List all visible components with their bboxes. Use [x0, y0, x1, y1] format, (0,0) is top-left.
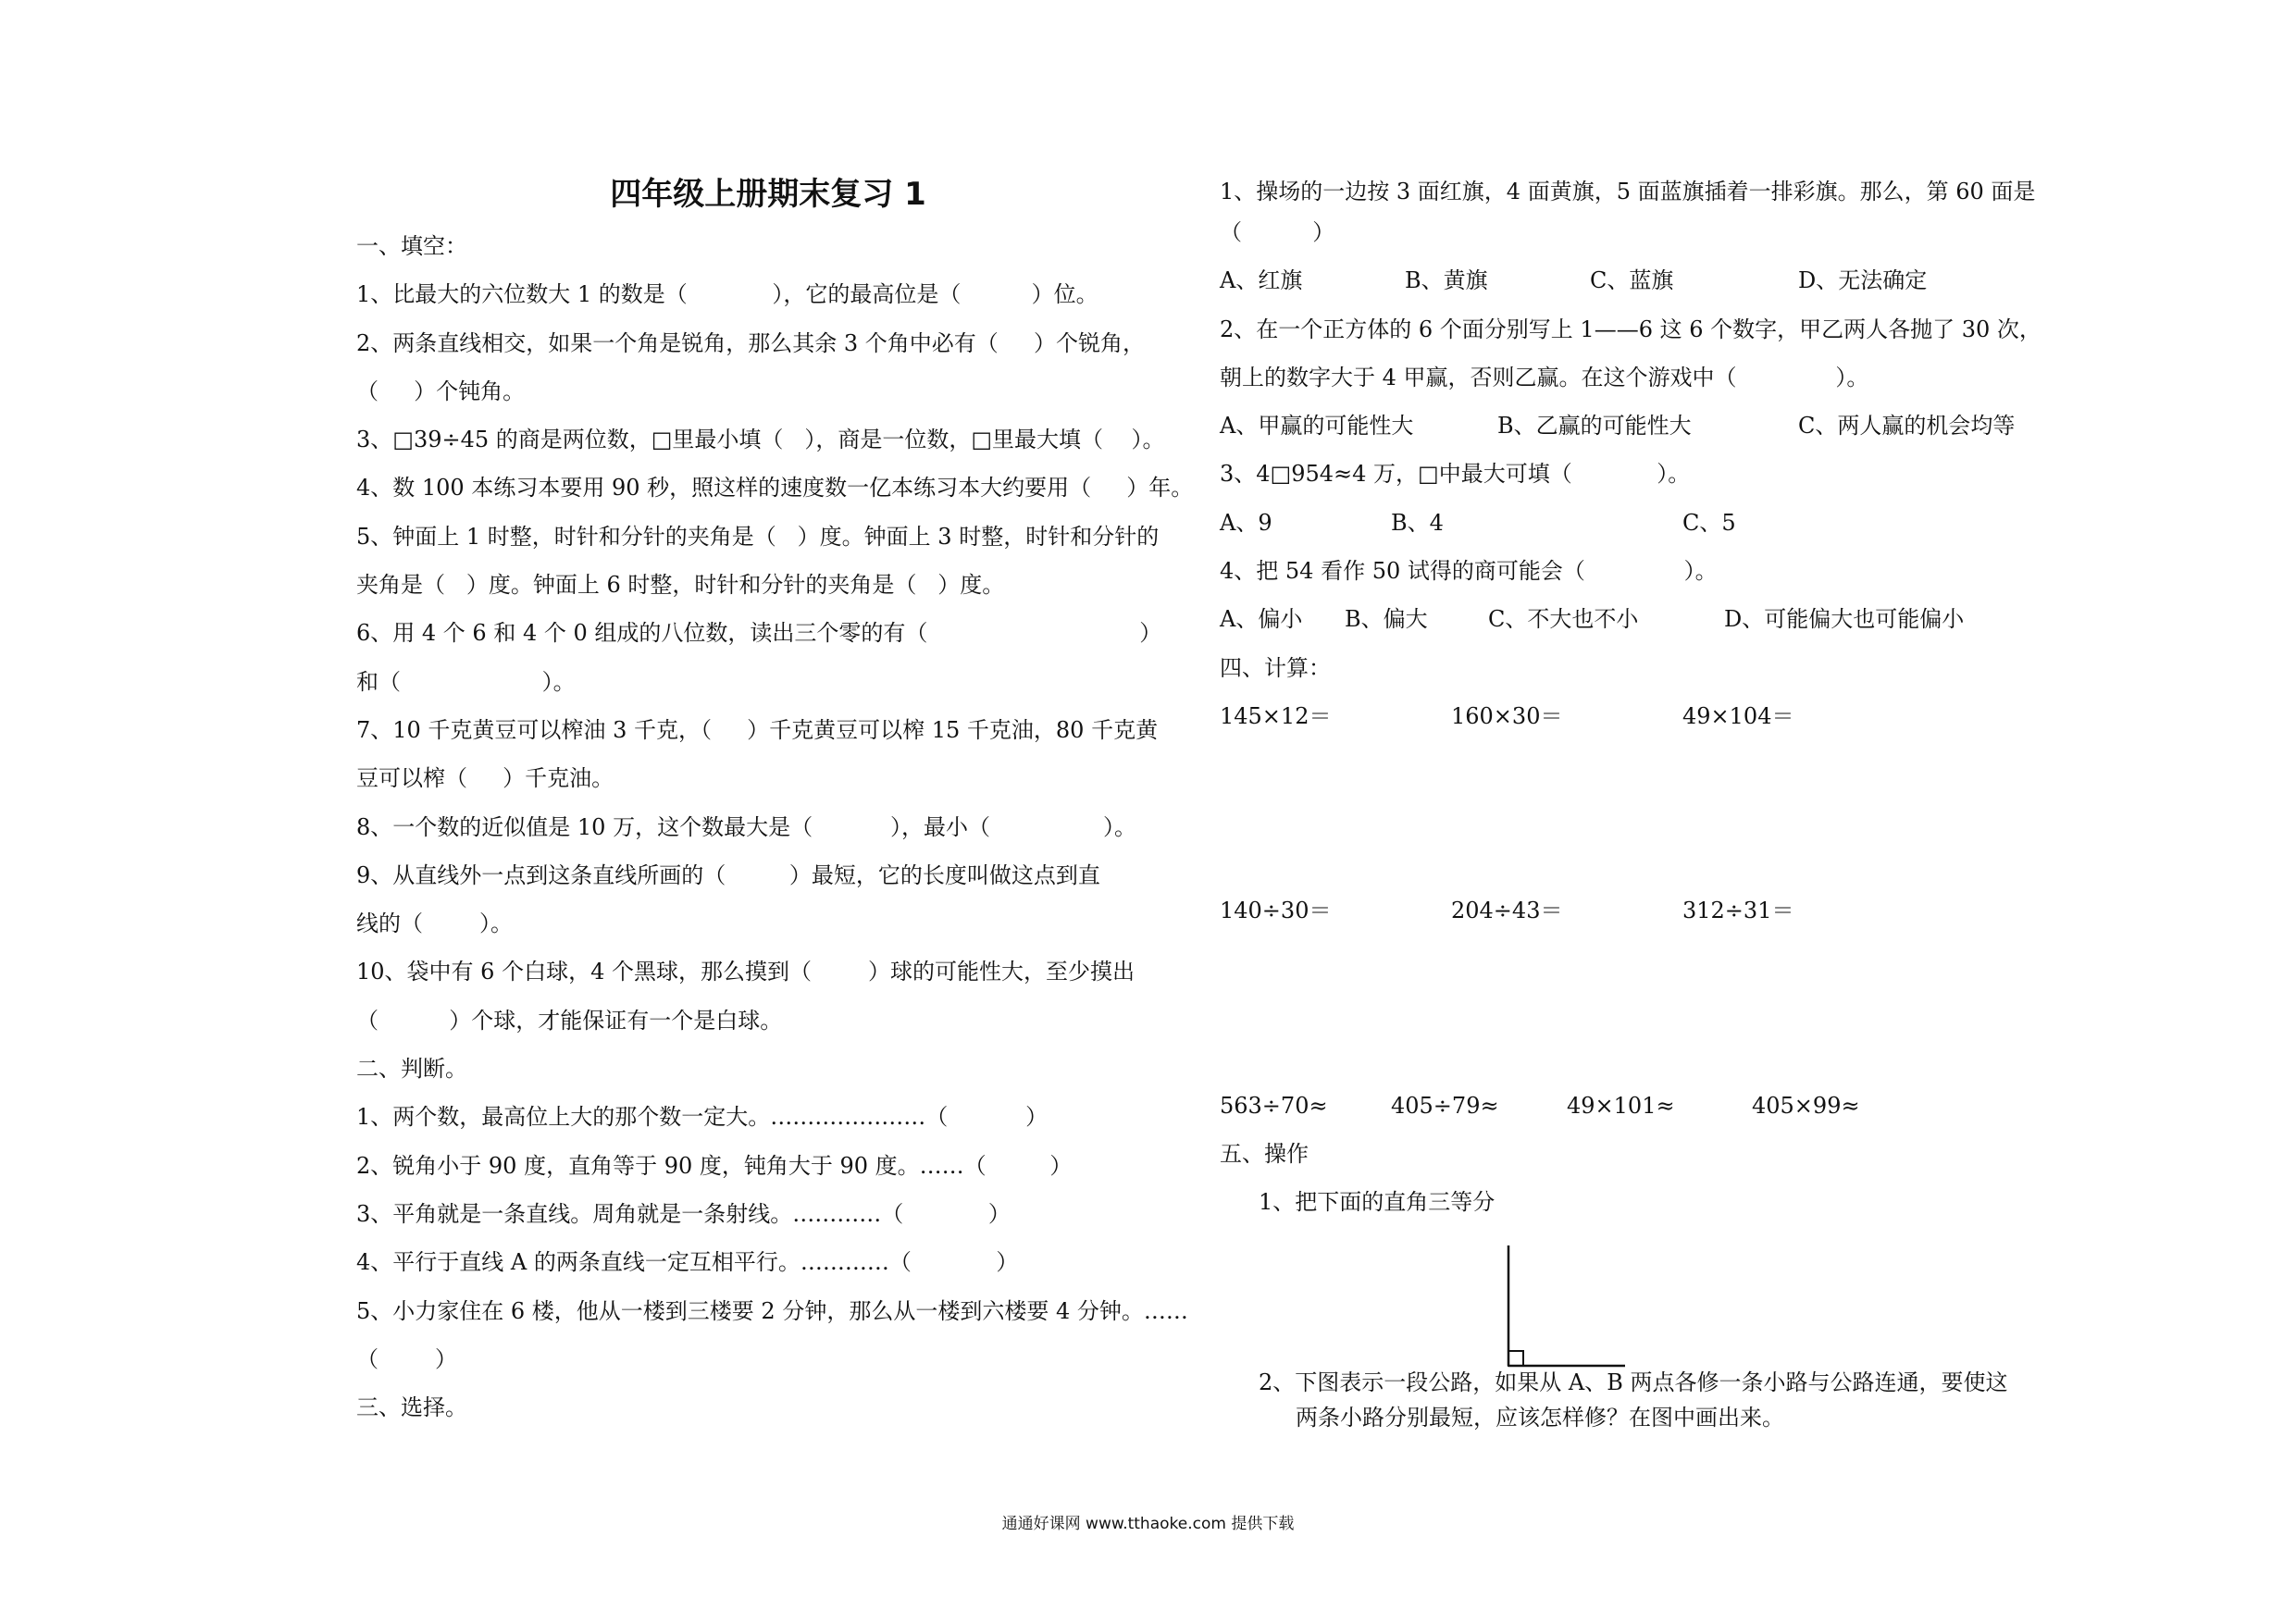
question-5-line-2: 夹角是（ ）度。钟面上 6 时整，时针和分针的夹角是（ ）度。 [356, 572, 1005, 599]
page-title: 四年级上册期末复习 1 [610, 176, 926, 213]
question-4: 4、数 100 本练习本要用 90 秒，照这样的速度数一亿本练习本大约要用（ ）年。 [356, 475, 1194, 502]
question-9-line-1: 9、从直线外一点到这条直线所画的（ ）最短，它的长度叫做这点到直 [356, 861, 1100, 888]
option: B、乙赢的可能性大 [1497, 413, 1692, 440]
choice-2-options [1220, 402, 2043, 450]
choice-4-options [1220, 595, 2043, 643]
section-calculation: 四、计算： [1220, 654, 1331, 681]
judgement-2: 2、锐角小于 90 度，直角等于 90 度，钝角大于 90 度。……（ ） [356, 1152, 1073, 1179]
work-space [1220, 740, 2043, 886]
work-space [1220, 935, 2043, 1082]
choice-1-line-1: 1、操场的一边按 3 面红旗，4 面黄旗，5 面蓝旗插着一排彩旗。那么，第 60 面是 [1220, 179, 2036, 204]
option: A、9 [1220, 509, 1272, 536]
option: B、4 [1391, 509, 1444, 536]
choice-1-options [1220, 256, 2043, 304]
question-1: 1、比最大的六位数大 1 的数是（ ），它的最高位是（ ）位。 [356, 281, 1098, 308]
choice-3-options [1220, 499, 2043, 547]
question-8: 8、一个数的近似值是 10 万，这个数最大是（ ），最小（ ）。 [356, 813, 1137, 840]
right-column [1220, 167, 2043, 1435]
question-2-line-2: （ ）个钝角。 [356, 378, 526, 404]
calc-item: 563÷70≈ [1220, 1092, 1328, 1119]
calc-item: 140÷30＝ [1220, 898, 1332, 924]
option: A、偏小 [1220, 606, 1303, 633]
option: A、红旗 [1220, 267, 1303, 294]
option: B、偏大 [1345, 606, 1428, 633]
question-3: 3、□39÷45 的商是两位数，□里最小填（ ），商是一位数，□里最大填（ ）。 [356, 427, 1165, 453]
judgement-4: 4、平行于直线 A 的两条直线一定互相平行。…………（ ） [356, 1249, 1019, 1276]
calc-item: 312÷31＝ [1682, 898, 1794, 924]
section-choice: 三、选择。 [356, 1394, 467, 1421]
question-10-line-2: （ ）个球，才能保证有一个是白球。 [356, 1007, 783, 1034]
calc-item: 405÷79≈ [1391, 1092, 1499, 1119]
section-judgement: 二、判断。 [356, 1056, 467, 1083]
operation-1: 1、把下面的直角三等分 [1259, 1189, 1496, 1216]
choice-1-line-2: （ ） [1220, 219, 1335, 245]
judgement-3: 3、平角就是一条直线。周角就是一条射线。…………（ ） [356, 1200, 1011, 1227]
section-operation: 五、操作 [1220, 1140, 1309, 1167]
choice-3: 3、4□954≈4 万，□中最大可填（ ）。 [1220, 461, 1691, 488]
calc-row-1 [1220, 692, 2043, 740]
calc-item: 160×30＝ [1451, 702, 1563, 729]
question-7-line-2: 豆可以榨（ ）千克油。 [356, 765, 614, 792]
option: C、不大也不小 [1488, 606, 1639, 633]
calc-item: 405×99≈ [1752, 1092, 1860, 1119]
option: D、无法确定 [1798, 267, 1928, 294]
option: C、蓝旗 [1590, 267, 1674, 294]
calc-item: 204÷43＝ [1451, 898, 1563, 924]
judgement-5-line-1: 5、小力家住在 6 楼，他从一楼到三楼要 2 分钟，那么从一楼到六楼要 4 分钟。…… [356, 1297, 1188, 1324]
option: B、黄旗 [1405, 267, 1488, 294]
judgement-1: 1、两个数，最高位上大的那个数一定大。…………………（ ） [356, 1104, 1049, 1131]
option: D、可能偏大也可能偏小 [1724, 606, 1965, 633]
operation-2-line-1: 2、下图表示一段公路，如果从 A、B 两点各修一条小路与公路连通，要使这 [1259, 1369, 2008, 1396]
question-9-line-2: 线的（ ）。 [356, 911, 514, 937]
question-10-line-1: 10、袋中有 6 个白球，4 个黑球，那么摸到（ ）球的可能性大，至少摸出 [356, 959, 1135, 985]
figure-space [1220, 1226, 2043, 1365]
calc-item: 49×101≈ [1567, 1092, 1675, 1119]
question-2-line-1: 2、两条直线相交，如果一个角是锐角，那么其余 3 个角中必有（ ）个锐角， [356, 329, 1145, 356]
option: A、甲赢的可能性大 [1220, 413, 1414, 440]
calc-row-3 [1220, 1082, 2043, 1130]
choice-2-line-1: 2、在一个正方体的 6 个面分别写上 1——6 这 6 个数字，甲乙两人各抛了 30 次， [1220, 316, 2042, 342]
question-5-line-1: 5、钟面上 1 时整，时针和分针的夹角是（ ）度。钟面上 3 时整，时针和分针的 [356, 523, 1160, 550]
question-6-line-1: 6、用 4 个 6 和 4 个 0 组成的八位数，读出三个零的有（ ） [356, 620, 1162, 647]
calc-item: 145×12＝ [1220, 702, 1332, 729]
right-angle-figure [1507, 1245, 1627, 1368]
left-column [356, 167, 1194, 1431]
choice-2-line-2: 朝上的数字大于 4 甲赢，否则乙赢。在这个游戏中（ ）。 [1220, 364, 1869, 390]
question-6-line-2: 和（ ）。 [356, 668, 576, 695]
option: C、两人赢的机会均等 [1798, 413, 2016, 440]
calc-row-2 [1220, 886, 2043, 935]
judgement-5-line-2: （ ） [356, 1345, 458, 1372]
option: C、5 [1682, 509, 1736, 536]
calc-item: 49×104＝ [1682, 702, 1794, 729]
question-7-line-1: 7、10 千克黄豆可以榨油 3 千克，（ ）千克黄豆可以榨 15 千克油，80 千克黄 [356, 716, 1159, 743]
section-fill-in: 一、填空： [356, 233, 467, 259]
choice-4: 4、把 54 看作 50 试得的商可能会（ ）。 [1220, 558, 1718, 585]
footer-credit: 通通好课网 www.tthaoke.com 提供下载 [1001, 1515, 1295, 1533]
right-angle-mark [1508, 1351, 1523, 1366]
operation-2-line-2: 两条小路分别最短，应该怎样修？在图中画出来。 [1296, 1405, 1784, 1431]
